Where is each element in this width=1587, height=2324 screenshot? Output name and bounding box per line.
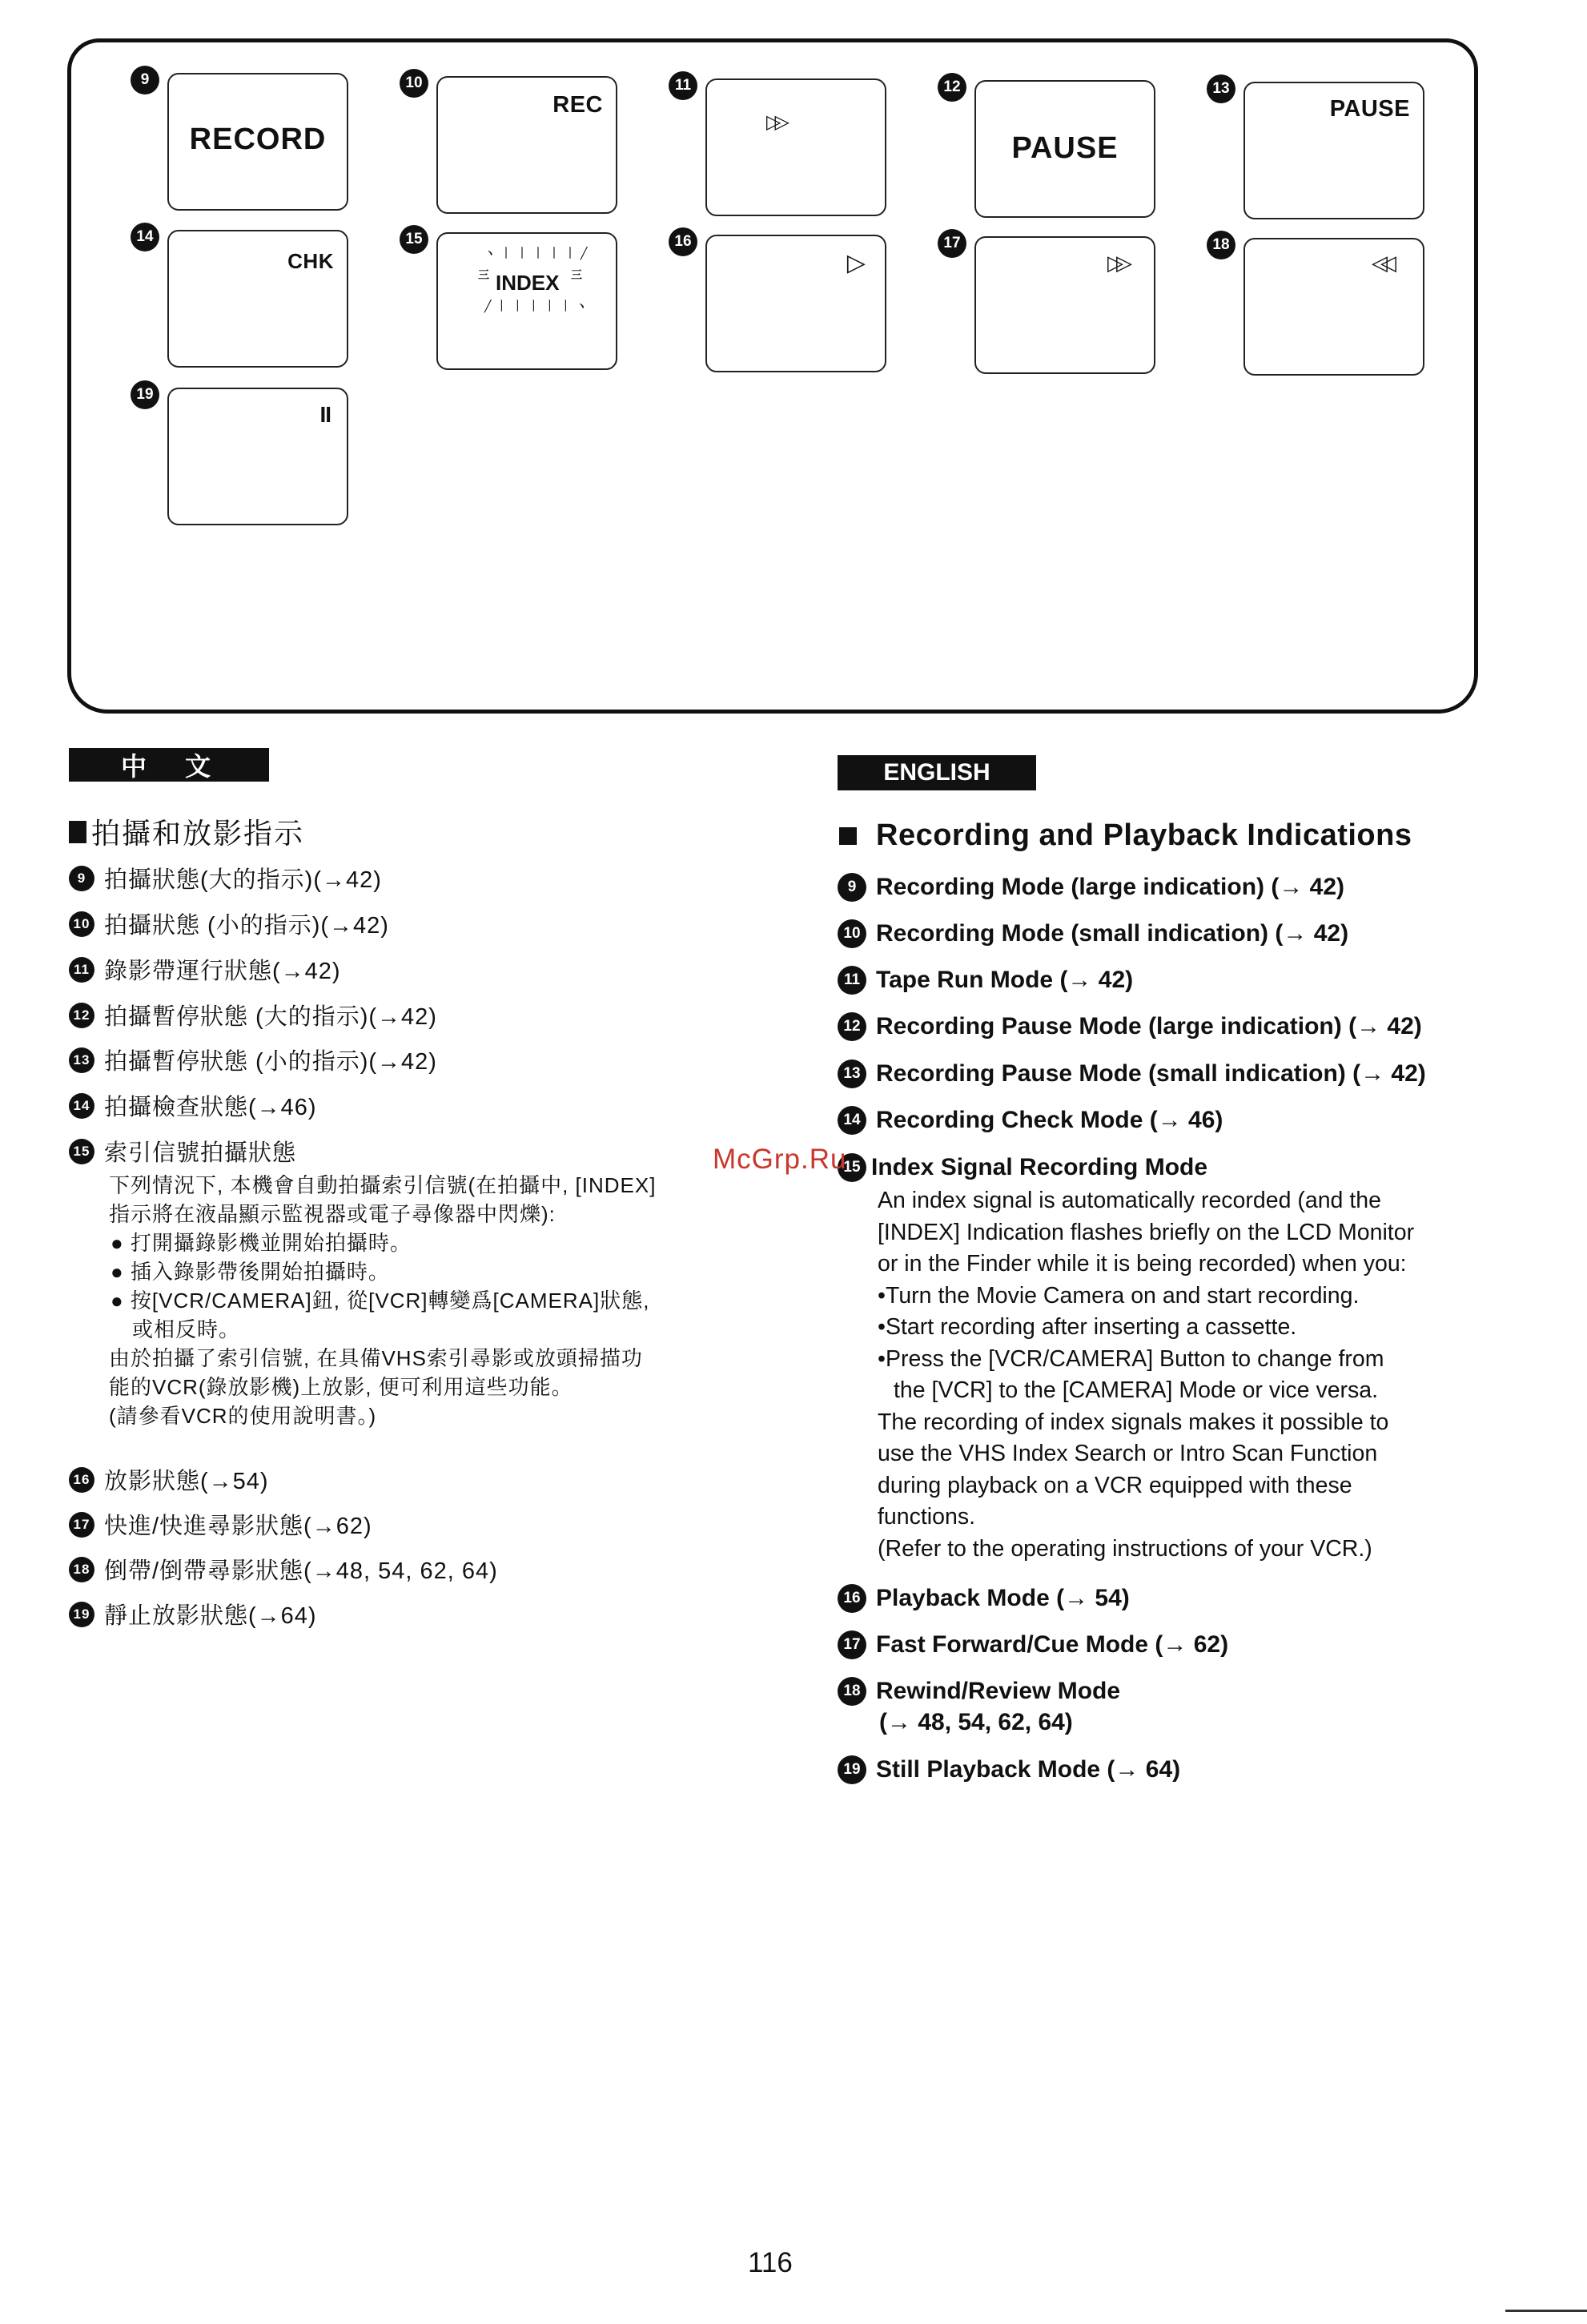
badge-10: 10	[400, 69, 428, 98]
badge: 10	[838, 919, 866, 948]
para-line: 下列情況下, 本機會自動拍攝索引信號(在拍攝中, [INDEX]	[109, 1173, 657, 1197]
en-item-18	[838, 1677, 1120, 1706]
screen-rewind	[1243, 238, 1424, 376]
para-line: 指示將在液晶顯示監視器或電子尋像器中閃爍):	[109, 1202, 556, 1226]
badge-16: 16	[669, 227, 697, 256]
english-heading-text: Recording and Playback Indications	[876, 818, 1412, 852]
badge: 9	[838, 873, 866, 902]
pause-icon: II	[319, 402, 331, 427]
para-line: during playback on a VCR equipped with these	[878, 1472, 1352, 1498]
index-flash-indicator	[478, 242, 593, 319]
zh-item-16	[69, 1463, 269, 1496]
badge-18: 18	[1207, 231, 1235, 259]
para-line: or in the Finder while it is being recorded) when you:	[878, 1251, 1407, 1277]
flash-rays-right: 三	[571, 268, 587, 281]
item-text: 拍攝暫停狀態 (大的指示)(→42)	[104, 1004, 437, 1030]
badge: 15	[838, 1153, 866, 1182]
item-text: 拍攝狀態 (小的指示)(→42)	[104, 913, 389, 939]
play-icon: ▷	[846, 250, 866, 276]
item-text: 拍攝檢查狀態(→46)	[104, 1095, 317, 1120]
badge-14: 14	[131, 223, 159, 251]
para-line: 能的VCR(錄放影機)上放影, 便可利用這些功能。	[109, 1375, 573, 1399]
item-text: Recording Pause Mode (large indication) (→ 42)	[876, 1013, 1422, 1039]
badge-13: 13	[1207, 74, 1235, 103]
display-panel	[67, 38, 1478, 714]
item-text: Playback Mode (→ 54)	[876, 1585, 1130, 1611]
para-line: •Turn the Movie Camera on and start recording.	[878, 1282, 1360, 1309]
badge: 9	[69, 866, 94, 891]
chinese-section-label: 中 文	[69, 748, 269, 782]
watermark: McGrp.Ru	[713, 1144, 847, 1175]
para-line: An index signal is automatically recorded (and the	[878, 1188, 1381, 1213]
english-section-label: ENGLISH	[838, 755, 1036, 790]
item-text: 倒帶/倒帶尋影狀態(→48, 54, 62, 64)	[104, 1558, 498, 1584]
zh-item-10	[69, 907, 389, 940]
item-text: 索引信號拍攝狀態	[104, 1140, 297, 1166]
screen-pause-small	[1243, 82, 1424, 219]
badge: 14	[69, 1093, 94, 1119]
en-item-12	[838, 1012, 1422, 1041]
item-text: Recording Mode (large indication) (→ 42)	[876, 874, 1345, 900]
item-text: 快進/快進尋影狀態(→62)	[104, 1514, 372, 1539]
badge: 19	[838, 1755, 866, 1784]
item-text: 靜止放影狀態(→64)	[104, 1603, 317, 1629]
index-label: INDEX	[496, 271, 560, 295]
screen-still	[167, 388, 348, 525]
en-item-9	[838, 873, 1344, 902]
zh-item-11	[69, 953, 341, 986]
para-line: [INDEX] Indication flashes briefly on the LCD Monitor	[878, 1219, 1415, 1245]
flash-rays-left: 三	[478, 268, 494, 281]
badge-9: 9	[131, 66, 159, 94]
en-item-17	[838, 1630, 1228, 1659]
badge: 15	[69, 1139, 94, 1164]
english-heading	[839, 818, 1412, 853]
item-text: Tape Run Mode (→ 42)	[876, 967, 1134, 993]
screen-text: CHK	[287, 249, 334, 273]
rewind-icon: ◁◁	[1372, 251, 1389, 275]
zh-item-13	[69, 1043, 437, 1076]
para-line: ● 插入錄影帶後開始拍攝時。	[110, 1260, 390, 1284]
zh-item-9	[69, 862, 382, 895]
screen-pause-large	[974, 80, 1155, 218]
badge: 18	[69, 1557, 94, 1582]
en-item-10	[838, 919, 1348, 948]
badge-19: 19	[131, 380, 159, 409]
item-text: Recording Pause Mode (small indication) (→ 42)	[876, 1060, 1426, 1087]
para-line: (Refer to the operating instructions of your VCR.)	[878, 1535, 1372, 1562]
chinese-heading	[69, 811, 304, 852]
en-index-paragraph	[878, 1185, 1414, 1565]
page-number: 116	[748, 2247, 793, 2278]
badge: 14	[838, 1106, 866, 1135]
screen-text: REC	[552, 92, 603, 118]
zh-item-12	[69, 999, 437, 1031]
badge: 19	[69, 1602, 94, 1627]
zh-item-15	[69, 1135, 296, 1168]
screen-index	[436, 232, 617, 370]
screen-record-small	[436, 76, 617, 214]
screen-tape-run	[705, 78, 886, 216]
badge-12: 12	[938, 73, 966, 102]
badge: 11	[69, 957, 94, 983]
heading-square-icon	[69, 821, 86, 843]
en-item-14	[838, 1106, 1223, 1135]
badge: 10	[69, 911, 94, 937]
badge: 13	[69, 1047, 94, 1073]
en-item-11	[838, 966, 1133, 995]
para-line: the [VCR] to the [CAMERA] Mode or vice versa.	[894, 1377, 1379, 1403]
badge: 17	[69, 1512, 94, 1538]
item-text: 錄影帶運行狀態(→42)	[104, 959, 341, 984]
screen-text: RECORD	[189, 123, 327, 156]
para-line: functions.	[878, 1504, 975, 1530]
badge: 12	[69, 1003, 94, 1028]
item-text: Fast Forward/Cue Mode (→ 62)	[876, 1631, 1229, 1658]
screen-fast-forward	[974, 236, 1155, 374]
item-text: 拍攝狀態(大的指示)(→42)	[104, 867, 382, 893]
para-line: use the VHS Index Search or Intro Scan Function	[878, 1441, 1378, 1466]
item-text: 放影狀態(→54)	[104, 1469, 269, 1494]
badge-15: 15	[400, 225, 428, 254]
para-line: 由於拍攝了索引信號, 在具備VHS索引尋影或放頭掃描功	[109, 1346, 643, 1370]
fast-forward-icon: ▷▷	[1107, 251, 1125, 275]
badge: 16	[69, 1467, 94, 1493]
para-line: •Press the [VCR/CAMERA] Button to change from	[878, 1345, 1384, 1372]
para-line: (請參看VCR的使用說明書。)	[109, 1404, 377, 1428]
en-item-13	[838, 1059, 1426, 1088]
flash-rays-bottom: ╱｜｜｜｜｜ヽ	[484, 300, 593, 312]
para-line: ● 按[VCR/CAMERA]鈕, 從[VCR]轉變爲[CAMERA]狀態,	[110, 1289, 650, 1313]
fast-forward-icon: ▷▷	[766, 111, 783, 133]
para-line: •Start recording after inserting a cassette.	[878, 1314, 1297, 1340]
screen-text: PAUSE	[1329, 96, 1410, 122]
zh-item-18	[69, 1553, 498, 1586]
en-item-19	[838, 1755, 1180, 1784]
screen-record-large	[167, 73, 348, 211]
badge: 12	[838, 1012, 866, 1041]
flash-rays-top: ヽ｜｜｜｜｜╱	[484, 247, 593, 259]
para-line: ● 打開攝錄影機並開始拍攝時。	[110, 1231, 412, 1255]
heading-square-icon	[839, 827, 857, 845]
footer-rule	[1505, 2310, 1587, 2312]
para-line: The recording of index signals makes it possible to	[878, 1409, 1389, 1435]
badge-11: 11	[669, 71, 697, 100]
item-text: Recording Check Mode (→ 46)	[876, 1107, 1223, 1133]
para-line: 或相反時。	[110, 1317, 241, 1341]
item-text: Recording Mode (small indication) (→ 42)	[876, 920, 1349, 947]
screen-text: PAUSE	[1011, 131, 1119, 165]
badge: 16	[838, 1584, 866, 1613]
badge: 13	[838, 1059, 866, 1088]
item-text: Index Signal Recording Mode	[871, 1154, 1208, 1180]
screen-playback	[705, 235, 886, 372]
badge: 17	[838, 1630, 866, 1659]
zh-item-14	[69, 1089, 317, 1122]
en-item-18-pages: (→ 48, 54, 62, 64)	[879, 1709, 1073, 1735]
chinese-heading-text: 拍攝和放影指示	[91, 817, 305, 850]
item-text: Rewind/Review Mode	[876, 1678, 1121, 1704]
badge: 11	[838, 966, 866, 995]
badge: 18	[838, 1677, 866, 1706]
item-text: 拍攝暫停狀態 (小的指示)(→42)	[104, 1049, 437, 1075]
zh-item-17	[69, 1508, 372, 1541]
zh-index-paragraph	[109, 1171, 656, 1430]
item-text: Still Playback Mode (→ 64)	[876, 1756, 1181, 1783]
badge-17: 17	[938, 229, 966, 258]
en-item-15	[838, 1153, 1207, 1182]
en-item-16	[838, 1584, 1130, 1613]
zh-item-19	[69, 1598, 317, 1630]
screen-check	[167, 230, 348, 368]
